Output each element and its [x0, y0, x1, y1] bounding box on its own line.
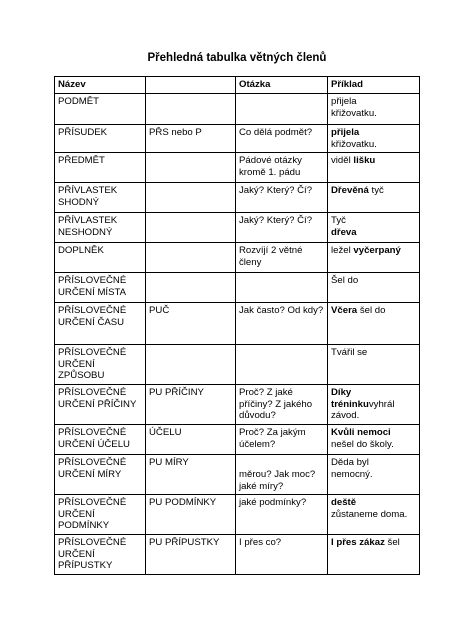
cell-nazev: PŘEDMĚT	[55, 153, 146, 183]
cell-otazka: Jak často? Od kdy?	[236, 303, 328, 345]
cell-priklad: deště zůstaneme doma.	[328, 495, 420, 535]
table-row	[55, 243, 420, 273]
cell-otazka: Jaký? Který? Čí?	[236, 213, 328, 243]
cell-otazka: Co dělá podmět?	[236, 125, 328, 153]
table-row	[55, 345, 420, 385]
cell-nazev: PŘÍSLOVEČNÉ URČENÍ MÍSTA	[55, 273, 146, 303]
cell-nazev: DOPLNĚK	[55, 243, 146, 273]
sentence-members-table	[54, 76, 420, 575]
cell-zkratka: PUČ	[146, 303, 236, 345]
cell-otazka: měrou? Jak moc? jaké míry?	[236, 455, 328, 495]
table-row	[55, 535, 420, 575]
cell-otazka: Pádové otázky kromě 1. pádu	[236, 153, 328, 183]
table-row	[55, 385, 420, 425]
cell-priklad: Děda byl nemocný.	[328, 455, 420, 495]
cell-zkratka: PU MÍRY	[146, 455, 236, 495]
table-row	[55, 153, 420, 183]
cell-otazka: jaké podmínky?	[236, 495, 328, 535]
cell-priklad: ležel vyčerpaný	[328, 243, 420, 273]
table-row	[55, 94, 420, 125]
cell-zkratka	[146, 273, 236, 303]
cell-priklad: I přes zákaz šel	[328, 535, 420, 575]
cell-nazev: PŘÍSLOVEČNÉ URČENÍ PŘÍPUSTKY	[55, 535, 146, 575]
cell-otazka	[236, 94, 328, 125]
cell-zkratka	[146, 94, 236, 125]
cell-priklad: přijela křižovatku.	[328, 94, 420, 125]
cell-otazka: Rozvíjí 2 větné členy	[236, 243, 328, 273]
header-otazka: Otázka	[236, 77, 328, 94]
cell-nazev: PŘÍSLOVEČNÉ URČENÍ MÍRY	[55, 455, 146, 495]
cell-priklad: Tyč dřeva	[328, 213, 420, 243]
cell-nazev: PŘÍSLOVEČNÉ URČENÍ ÚČELU	[55, 425, 146, 455]
header-empty	[146, 77, 236, 94]
cell-zkratka: ÚČELU	[146, 425, 236, 455]
table-row	[55, 425, 420, 455]
cell-otazka: I přes co?	[236, 535, 328, 575]
cell-priklad: Šel do	[328, 273, 420, 303]
table-row	[55, 273, 420, 303]
cell-nazev: PŘÍSLOVEČNÉ URČENÍ ČASU	[55, 303, 146, 345]
cell-priklad: Včera šel do	[328, 303, 420, 345]
cell-nazev: PŘÍSLOVEČNÉ URČENÍ ZPŮSOBU	[55, 345, 146, 385]
cell-otazka: Proč? Za jakým účelem?	[236, 425, 328, 455]
cell-otazka	[236, 273, 328, 303]
cell-nazev: PŘÍVLASTEK SHODNÝ	[55, 183, 146, 213]
cell-otazka	[236, 345, 328, 385]
table-row	[55, 303, 420, 345]
header-priklad: Příklad	[328, 77, 420, 94]
cell-priklad: Díky tréninkuvyhrál závod.	[328, 385, 420, 425]
table-row	[55, 455, 420, 495]
cell-nazev: PŘÍVLASTEK NESHODNÝ	[55, 213, 146, 243]
cell-zkratka	[146, 243, 236, 273]
cell-zkratka: PU PODMÍNKY	[146, 495, 236, 535]
header-nazev: Název	[55, 77, 146, 94]
cell-zkratka	[146, 213, 236, 243]
page-title: Přehledná tabulka větných členů	[147, 52, 327, 64]
cell-priklad: Dřevěná tyč	[328, 183, 420, 213]
cell-nazev: PŘÍSLOVEČNÉ URČENÍ PODMÍNKY	[55, 495, 146, 535]
cell-priklad: přijela křižovatku.	[328, 125, 420, 153]
table-header-row	[55, 77, 420, 94]
cell-zkratka	[146, 153, 236, 183]
cell-nazev: PŘÍSLOVEČNÉ URČENÍ PŘÍČINY	[55, 385, 146, 425]
cell-priklad: Kvůli nemoci nešel do školy.	[328, 425, 420, 455]
table-row	[55, 495, 420, 535]
cell-zkratka: PU PŘÍPUSTKY	[146, 535, 236, 575]
cell-zkratka: PŘS nebo P	[146, 125, 236, 153]
cell-priklad: viděl lišku	[328, 153, 420, 183]
cell-zkratka	[146, 345, 236, 385]
cell-otazka: Proč? Z jaké příčiny? Z jakého důvodu?	[236, 385, 328, 425]
table-row	[55, 183, 420, 213]
cell-zkratka: PU PŘÍČINY	[146, 385, 236, 425]
cell-nazev: PŘÍSUDEK	[55, 125, 146, 153]
table-row	[55, 213, 420, 243]
cell-priklad: Tvářil se	[328, 345, 420, 385]
cell-nazev: PODMĚT	[55, 94, 146, 125]
table-row	[55, 125, 420, 153]
cell-otazka: Jaký? Který? Čí?	[236, 183, 328, 213]
cell-zkratka	[146, 183, 236, 213]
